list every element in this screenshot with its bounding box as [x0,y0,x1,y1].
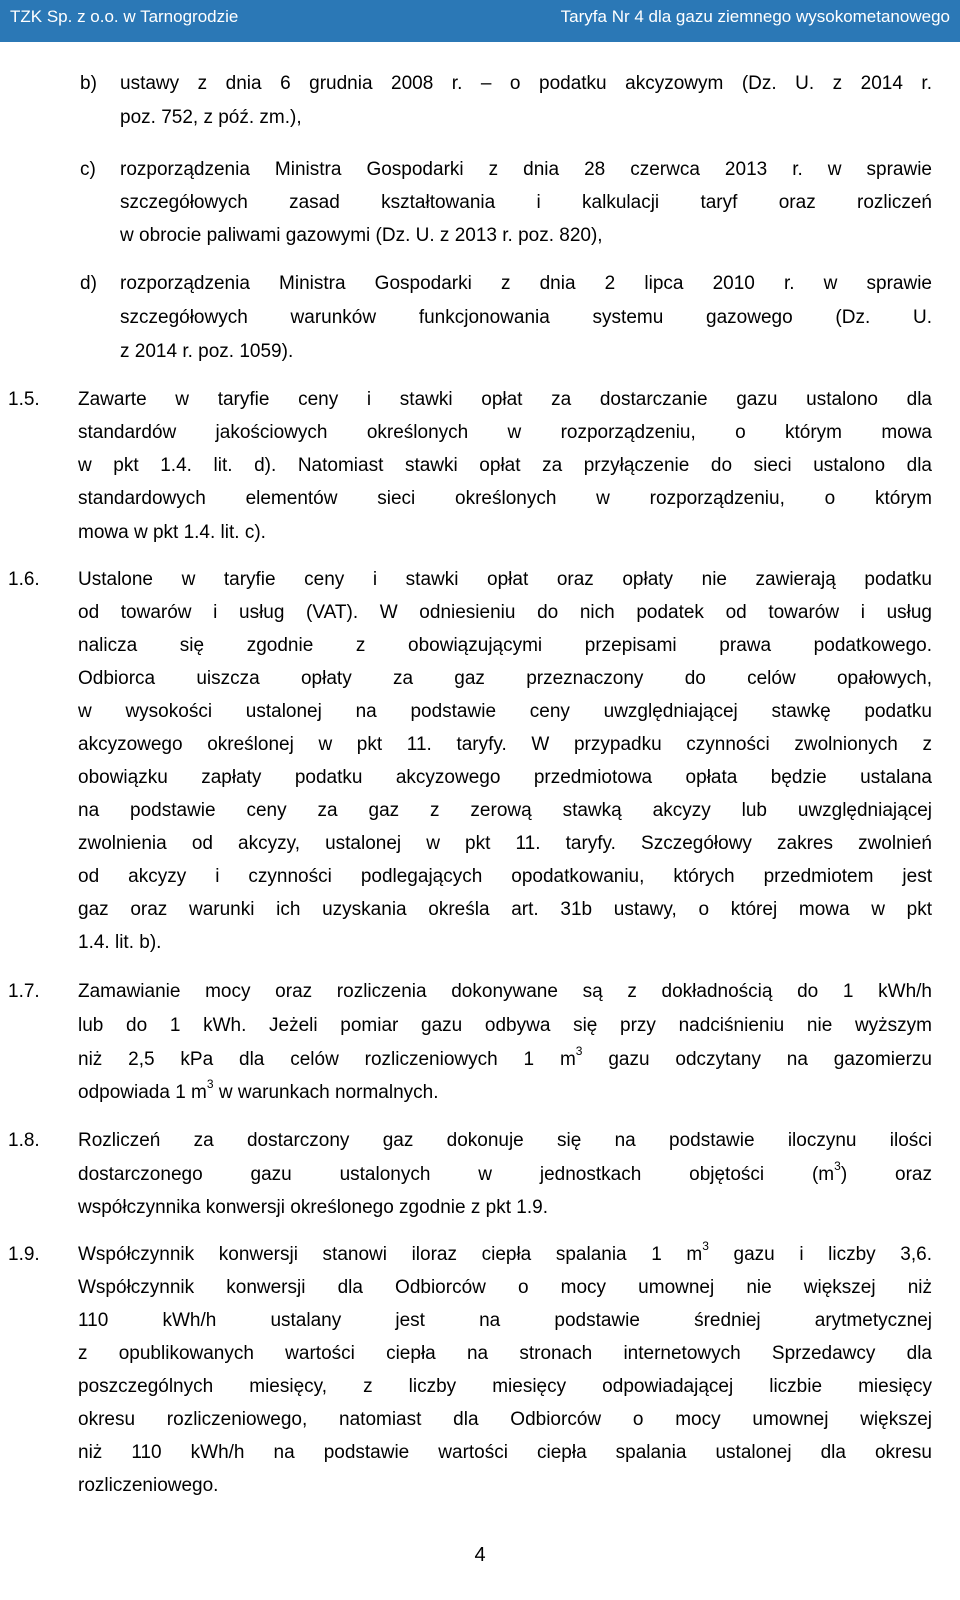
section-1-6-line-4: Odbiorca uiszcza opłaty za gaz przeznaczony do celów opałowych, [78,668,932,689]
section-1-9-line-1: Współczynnik konwersji stanowi iloraz ciepła spalania 1 $m^3$ gazu i liczby 3,6. [78,1238,932,1265]
section-number-1-7: 1.7. [8,981,40,1002]
section-1-6-line-9: zwolnienia od akcyzy, ustalonej w pkt 11. taryfy. Szczegółowy zakres zwolnień [78,833,932,854]
page-number: 4 [474,1544,486,1566]
section-1-6-line-8: na podstawie ceny za gaz z zerową stawką akcyzy lub uwzględniającej [78,800,932,821]
section-1-7-line-1: Zamawianie mocy oraz rozliczenia dokonywane są z dokładnością do 1 kWh/h [78,981,932,1002]
section-1-5-line-3: w pkt 1.4. lit. d). Natomiast stawki opłat za przyłączenie do sieci ustalono dla [78,455,932,476]
section-number-1-8: 1.8. [8,1130,40,1151]
item-d-line-1: rozporządzenia Ministra Gospodarki z dnia 2 lipca 2010 r. w sprawie [120,273,932,294]
section-1-8-line-2: dostarczonego gazu ustalonych w jednostkach objętości $(m^3)$ oraz [78,1158,932,1185]
item-b-line-2: poz. 752, z póź. zm.), [120,107,302,128]
item-d-line-3: z 2014 r. poz. 1059). [120,341,294,362]
section-1-6-line-3: nalicza się zgodnie z obowiązującymi przepisami prawa podatkowego. [78,635,932,656]
section-1-9-line-7: niż 110 kWh/h na podstawie wartości ciepła spalania ustalonej dla okresu [78,1442,932,1463]
item-d-line-2: szczegółowych warunków funkcjonowania systemu gazowego (Dz. U. [120,307,932,328]
item-c-line-2: szczegółowych zasad kształtowania i kalkulacji taryf oraz rozliczeń [120,192,932,213]
item-b-line-1: ustawy z dnia 6 grudnia 2008 r. – o podatku akcyzowym (Dz. U. z 2014 r. [120,73,932,94]
section-1-9-line-6: okresu rozliczeniowego, natomiast dla Odbiorców o mocy umownej większej [78,1409,932,1430]
section-1-9-line-4: z opublikowanych wartości ciepła na stronach internetowych Sprzedawcy dla [78,1343,932,1364]
section-1-6-line-10: od akcyzy i czynności podlegających opodatkowaniu, których przedmiotem jest [78,866,932,887]
section-1-6-line-1: Ustalone w taryfie ceny i stawki opłat oraz opłaty nie zawierają podatku [78,569,932,590]
section-number-1-6: 1.6. [8,569,40,590]
section-number-1-5: 1.5. [8,389,40,410]
section-1-6-line-12: 1.4. lit. b). [78,932,162,953]
section-1-9-line-3: 110 kWh/h ustalany jest na podstawie średniej arytmetycznej [78,1310,932,1331]
section-1-9-line-2: Współczynnik konwersji dla Odbiorców o mocy umownej nie większej niż [78,1277,932,1298]
section-1-9-line-5: poszczególnych miesięcy, z liczby miesięcy odpowiadającej liczbie miesięcy [78,1376,932,1397]
section-number-1-9: 1.9. [8,1244,40,1265]
item-c-line-1: rozporządzenia Ministra Gospodarki z dnia 28 czerwca 2013 r. w sprawie [120,159,932,180]
section-1-8-line-3: współczynnika konwersji określonego zgodnie z pkt 1.9. [78,1197,548,1218]
item-label-b: b) [80,73,97,94]
item-label-d: d) [80,273,97,294]
section-1-5-line-4: standardowych elementów sieci określonych w rozporządzeniu, o którym [78,488,932,509]
section-1-6-line-5: w wysokości ustalonej na podstawie ceny uwzględniającej stawkę podatku [78,701,932,722]
item-label-c: c) [80,159,96,180]
section-1-6-line-6: akcyzowego określonej w pkt 11. taryfy. W przypadku czynności zwolnionych z [78,734,932,755]
section-1-7-line-4: odpowiada 1 $m^3$ w warunkach normalnych. [78,1076,439,1103]
section-1-6-line-2: od towarów i usług (VAT). W odniesieniu do nich podatek od towarów i usług [78,602,932,623]
section-1-5-line-2: standardów jakościowych określonych w rozporządzeniu, o którym mowa [78,422,932,443]
section-1-7-line-3: niż 2,5 kPa dla celów rozliczeniowych 1 $m^3$ gazu odczytany na gazomierzu [78,1043,932,1070]
header-company: TZK Sp. z o.o. w Tarnogrodzie [10,7,239,26]
section-1-6-line-11: gaz oraz warunki ich uzyskania określa art. 31b ustawy, o której mowa w pkt [78,899,932,920]
section-1-5-line-1: Zawarte w taryfie ceny i stawki opłat za dostarczanie gazu ustalono dla [78,389,932,410]
section-1-7-line-2: lub do 1 kWh. Jeżeli pomiar gazu odbywa się przy nadciśnieniu nie wyższym [78,1015,932,1036]
section-1-9-line-8: rozliczeniowego. [78,1475,219,1496]
section-1-8-line-1: Rozliczeń za dostarczony gaz dokonuje się na podstawie iloczynu ilości [78,1130,932,1151]
header-document-title: Taryfa Nr 4 dla gazu ziemnego wysokometanowego [560,7,950,26]
section-1-6-line-7: obowiązku zapłaty podatku akcyzowego przedmiotowa opłata będzie ustalana [78,767,932,788]
item-c-line-3: w obrocie paliwami gazowymi (Dz. U. z 2013 r. poz. 820), [120,225,603,246]
section-1-5-line-5: mowa w pkt 1.4. lit. c). [78,522,266,543]
